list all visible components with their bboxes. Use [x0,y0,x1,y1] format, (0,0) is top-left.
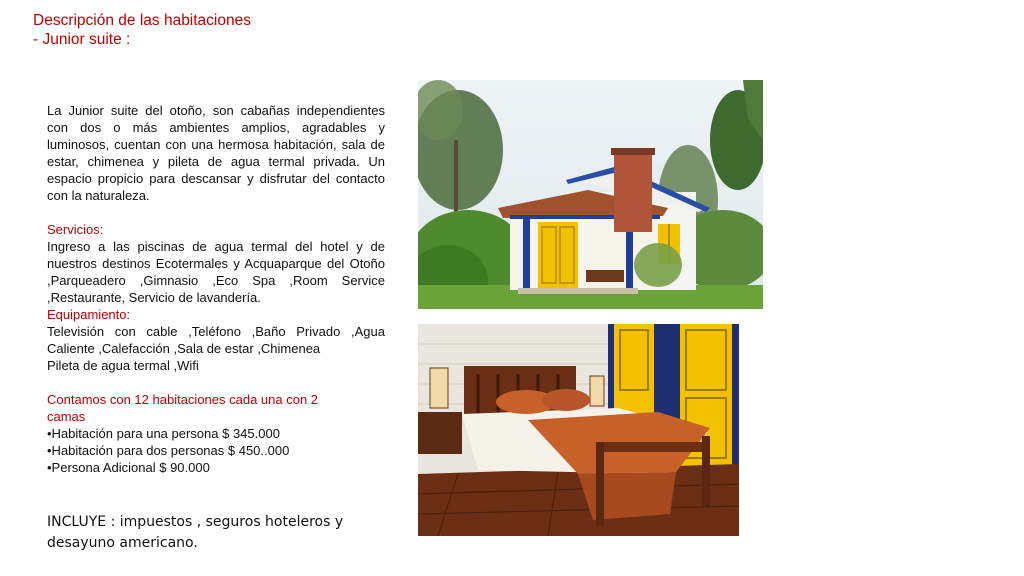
price-item: •Habitación para dos personas $ 450..000 [47,443,290,458]
title-line-2: - Junior suite : [33,31,131,48]
servicios-heading: Servicios: [47,222,104,237]
description-block [47,102,385,476]
page-title [33,11,251,49]
equipamiento-heading: Equipamiento: [47,307,131,322]
title-line-1: Descripción de las habitaciones [33,12,251,29]
servicios-text: Ingreso a las piscinas de agua termal del hotel y de nuestros destinos Ecotermales y Acquaparque del Otoño ,Parqueadero ,Gimnasio ,Eco Spa ,Room Service ,Restaurante, Servicio de lavandería. [47,239,385,305]
price-item: •Persona Adicional $ 90.000 [47,460,210,475]
description-paragraph: La Junior suite del otoño, son cabañas independientes con dos o más ambientes amplios, agradables y luminosos, cuentan con una hermosa habitación, sala de estar, chimenea y pileta de agua termal privada. Un espacio propicio para descansar y disfrutar del contacto con la naturaleza. [47,103,385,203]
incluye-note: INCLUYE : impuestos , seguros hoteleros y desayuno americano. [47,514,344,551]
price-item: •Habitación para una persona $ 345.000 [47,426,280,441]
cabin-exterior-photo [418,80,763,309]
equipamiento-text-2: Pileta de agua termal ,Wifi [47,358,199,373]
equipamiento-text: Televisión con cable ,Teléfono ,Baño Privado ,Agua Caliente ,Calefacción ,Sala de estar ,Chimenea [47,324,385,356]
bedroom-interior-photo [418,324,739,536]
habitaciones-heading: Contamos con 12 habitaciones cada una con 2 camas [47,392,319,424]
